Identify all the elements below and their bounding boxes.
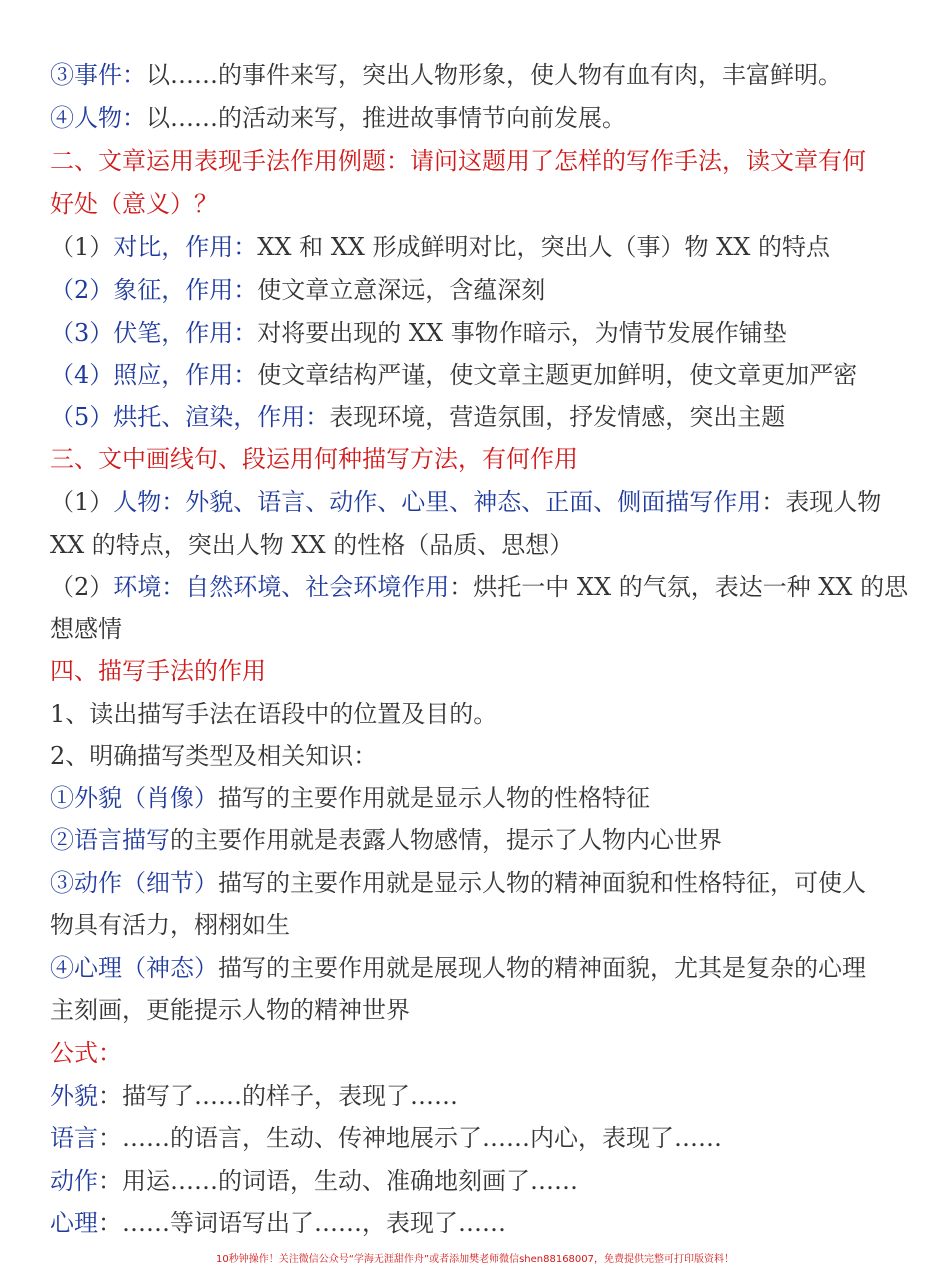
- text-line: [50, 275, 910, 305]
- line-label: 外貌: [50, 1082, 98, 1110]
- heading-text: 三、文中画线句、段运用何种描写方法，有何作用: [50, 445, 578, 473]
- text-line: [50, 741, 910, 771]
- line-body: XX 的特点，突出人物 XX 的性格（品质、思想）: [50, 531, 574, 559]
- text-line: [50, 60, 910, 90]
- heading-text: 公式：: [50, 1039, 122, 1067]
- heading-text: 好处（意义）？: [50, 190, 218, 218]
- line-label: 心理: [50, 1209, 98, 1237]
- text-line: [50, 103, 910, 133]
- text-line: [50, 614, 910, 644]
- line-body: 以……的事件来写，突出人物形象，使人物有血有肉，丰富鲜明。: [146, 61, 842, 89]
- line-body: ：描写了……的样子，表现了……: [98, 1082, 458, 1110]
- section-heading: [50, 1038, 910, 1068]
- line-body: 表现环境，营造氛围，抒发情感，突出主题: [329, 403, 786, 431]
- line-prefix: （1）: [50, 488, 114, 516]
- line-body: XX 和 XX 形成鲜明对比，突出人（事）物 XX 的特点: [257, 233, 830, 261]
- line-body: 描写的主要作用就是显示人物的性格特征: [218, 784, 650, 812]
- text-line: [50, 487, 910, 517]
- line-label: ①外貌（肖像）: [50, 784, 218, 812]
- text-line: [50, 868, 910, 898]
- text-line: [50, 572, 910, 602]
- text-line: [50, 318, 910, 348]
- text-line: [50, 1166, 910, 1196]
- line-body: ：烘托一中 XX 的气氛，表达一种 XX 的思: [449, 573, 909, 601]
- line-prefix: （2）: [50, 573, 114, 601]
- line-body: 想感情: [50, 615, 122, 643]
- line-body: 描写的主要作用就是展现人物的精神面貌，尤其是复杂的心理: [218, 954, 866, 982]
- text-line: [50, 530, 910, 560]
- line-body: ：表现人物: [761, 488, 882, 516]
- line-label: 语言: [50, 1124, 98, 1152]
- section-heading: [50, 146, 910, 176]
- text-line: [50, 825, 910, 855]
- text-line: [50, 1081, 910, 1111]
- line-body: 主刻画，更能提示人物的精神世界: [50, 996, 410, 1024]
- line-label: 动作: [50, 1167, 98, 1195]
- text-line: [50, 402, 910, 432]
- text-line: [50, 783, 910, 813]
- line-body: 以……的活动来写，推进故事情节向前发展。: [146, 104, 626, 132]
- line-label: ②语言描写: [50, 826, 170, 854]
- text-line: [50, 699, 910, 729]
- line-label: ③事件：: [50, 61, 146, 89]
- line-body: ：……的语言，生动、传神地展示了……内心，表现了……: [98, 1124, 722, 1152]
- line-prefix: （1）: [50, 233, 114, 261]
- section-heading: [50, 189, 910, 219]
- footer-note: 10秒钟操作！关注微信公众号“学海无涯甜作舟”或者添加樊老师微信shen88168007，免费提供完整可打印版资料！: [215, 1254, 735, 1265]
- text-line: [50, 1123, 910, 1153]
- text-line: [50, 995, 910, 1025]
- line-body: 使文章结构严谨，使文章主题更加鲜明，使文章更加严密: [257, 361, 858, 389]
- line-body: 的主要作用就是表露人物感情，提示了人物内心世界: [170, 826, 722, 854]
- line-body: ：……等词语写出了……，表现了……: [98, 1209, 506, 1237]
- line-label: ③动作（细节）: [50, 869, 218, 897]
- line-body: 描写的主要作用就是显示人物的精神面貌和性格特征，可使人: [218, 869, 866, 897]
- line-label: 环境：自然环境、社会环境作用: [113, 573, 450, 601]
- line-body: 1、读出描写手法在语段中的位置及目的。: [50, 700, 498, 728]
- line-body: 物具有活力，栩栩如生: [50, 911, 290, 939]
- line-body: ：用运……的词语，生动、准确地刻画了……: [98, 1167, 578, 1195]
- heading-text: 四、描写手法的作用: [50, 657, 266, 685]
- line-body: 2、明确描写类型及相关知识：: [50, 742, 378, 770]
- section-heading: [50, 444, 910, 474]
- line-label: （3）伏笔，作用：: [50, 319, 258, 347]
- line-label: （4）照应，作用：: [50, 361, 258, 389]
- line-label: （5）烘托、渲染，作用：: [50, 403, 330, 431]
- line-label: ④心理（神态）: [50, 954, 218, 982]
- line-label: （2）象征，作用：: [50, 276, 258, 304]
- line-body: 使文章立意深远，含蕴深刻: [257, 276, 546, 304]
- text-line: [50, 953, 910, 983]
- section-heading: [50, 656, 910, 686]
- line-body: 对将要出现的 XX 事物作暗示，为情节发展作铺垫: [257, 319, 787, 347]
- line-label: ④人物：: [50, 104, 146, 132]
- line-label: 人物：外貌、语言、动作、心里、神态、正面、侧面描写作用: [113, 488, 762, 516]
- heading-text: 二、文章运用表现手法作用例题：请问这题用了怎样的写作手法，读文章有何: [50, 147, 866, 175]
- text-line: [50, 1208, 910, 1238]
- line-label: 对比，作用：: [113, 233, 258, 261]
- text-line: [50, 232, 910, 262]
- text-line: [50, 360, 910, 390]
- text-line: [50, 910, 910, 940]
